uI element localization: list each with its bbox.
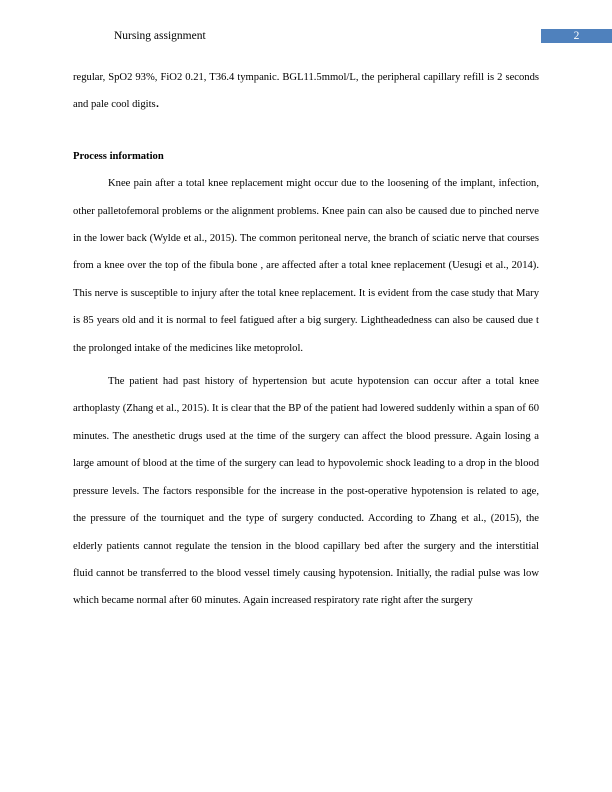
continued-paragraph-text: regular, SpO2 93%, FiO2 0.21, T36.4 tympanic. BGL11.5mmol/L, the peripheral capillary refill is 2 seconds and pale cool digits (73, 72, 539, 111)
paragraph-hypotension: The patient had past history of hypertension but acute hypotension can occur after a total knee arthoplasty (Zhang et al., 2015). It is clear that the BP of the patient had lowered suddenly within a span of 60 minutes. The anesthetic drugs used at the time of the surgery can affect the blood pressure. Again losing a large amount of blood at the time of the surgery can lead to hypovolemic shock leading to a drop in the blood pressure levels. The factors responsible for the increase in the post-operative hypotension is related to age, the pressure of the tourniquet and the type of surgery conducted. According to Zhang et al., (2015), the elderly patients cannot regulate the tension in the blood capillary bed after the surgery and the interstitial fluid cannot be transferred to the blood vessel timely causing hypotension. Initially, the radial pulse was low which became normal after 60 minutes. Again increased respiratory rate right after the surgery (73, 376, 539, 607)
paragraph-knee-pain: Knee pain after a total knee replacement might occur due to the loosening of the implant, infection, other palletofemoral problems or the alignment problems. Knee pain can also be caused due to pinched nerve in the lower back (Wylde et al., 2015). The common peritoneal nerve, the branch of sciatic nerve that courses from a knee over the top of the fibula bone , are affected after a total knee replacement (Uesugi et al., 2014). This nerve is susceptible to injury after the total knee replacement. It is evident from the case study that Mary is 85 years old and it is normal to feel fatigued after a big surgery. Lightheadedness can also be caused due t the prolonged intake of the medicines like metoprolol. (73, 178, 539, 354)
document-body (73, 64, 539, 615)
section-heading: Process information (73, 150, 164, 162)
page-number: 2 (541, 29, 612, 43)
continued-paragraph (73, 64, 539, 119)
continued-paragraph-end: . (155, 95, 160, 112)
header-title: Nursing assignment (114, 30, 206, 42)
